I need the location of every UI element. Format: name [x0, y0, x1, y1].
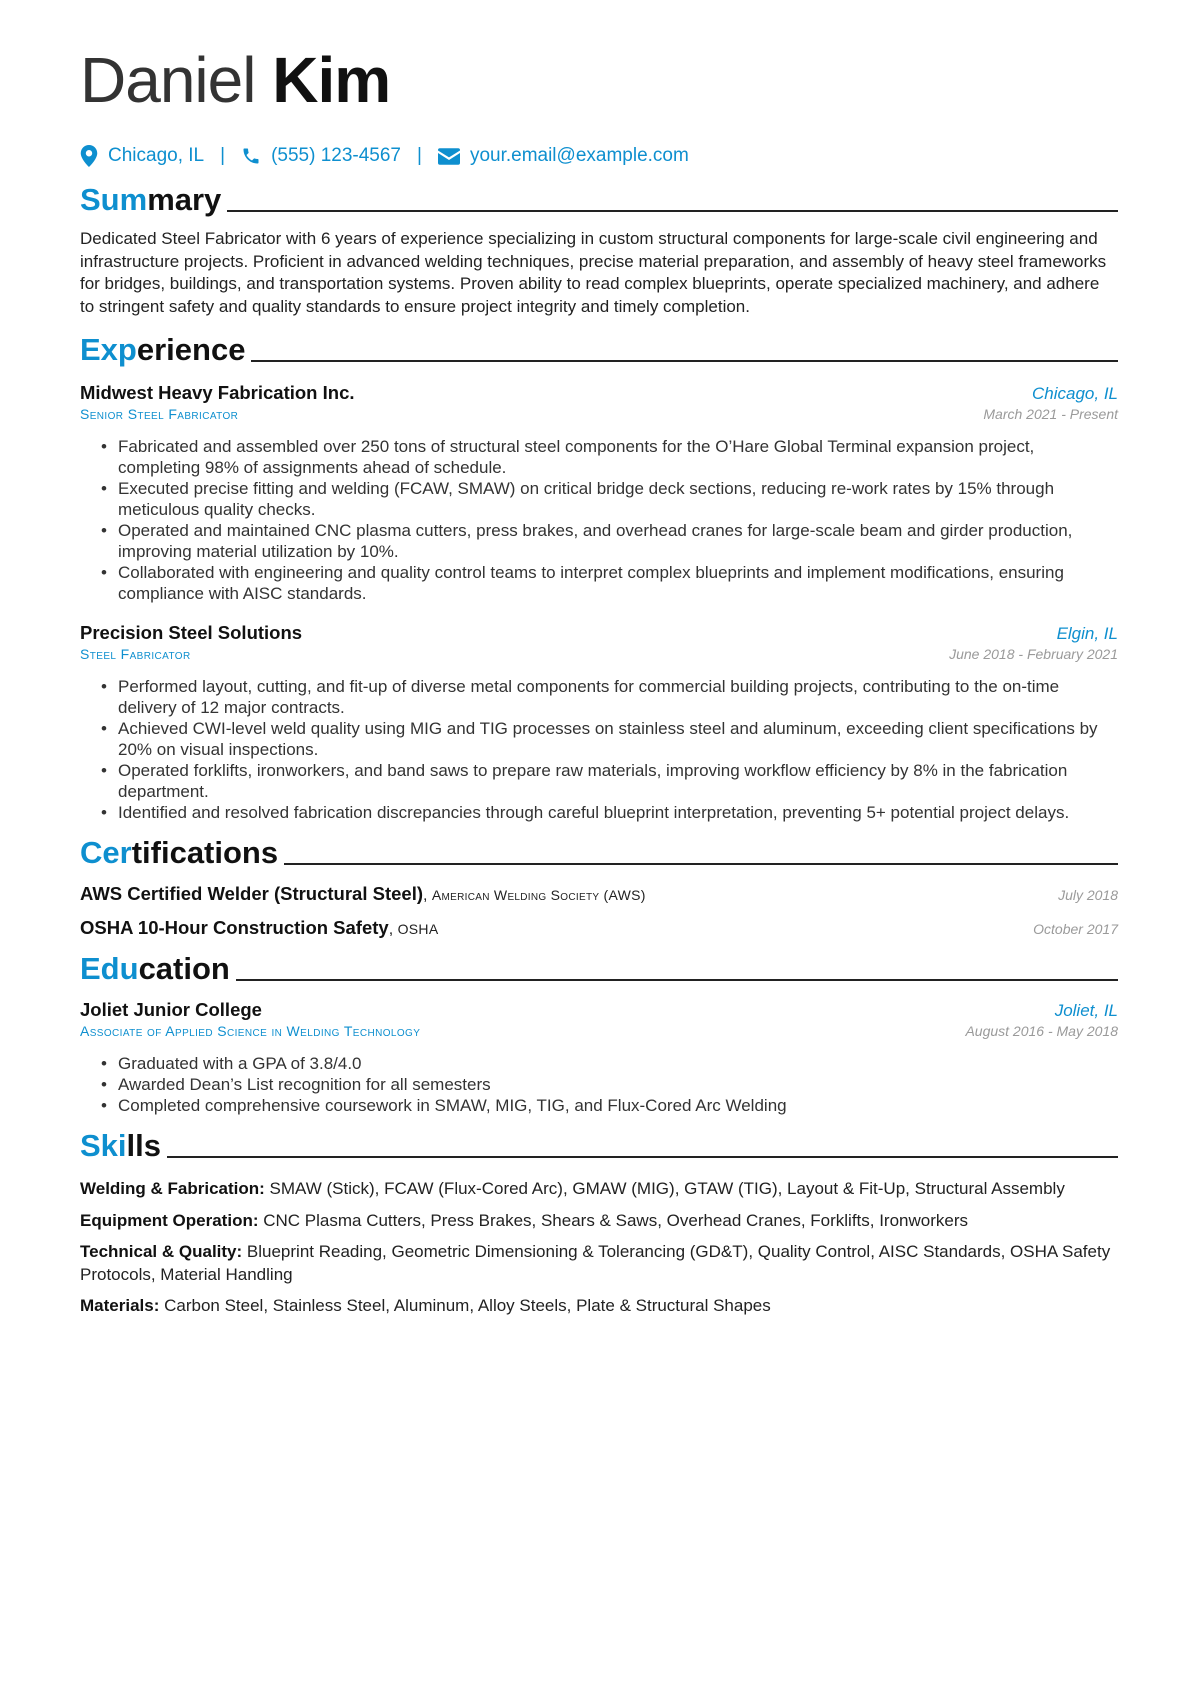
degree-title: Associate of Applied Science in Welding Technology [80, 1023, 421, 1039]
skill-category: Technical & Quality: [80, 1242, 243, 1261]
contact-separator: | [220, 145, 226, 166]
job-title: Senior Steel Fabricator [80, 406, 239, 422]
skill-category: Welding & Fabrication: [80, 1179, 265, 1198]
list-item: • Operated forklifts, ironworkers, and band saws to prepare raw materials, improving workflow efficiency by 8% in the fabrication department. [118, 760, 1118, 802]
section-summary-heading: Summary [80, 182, 1118, 218]
list-item: • Completed comprehensive coursework in SMAW, MIG, TIG, and Flux-Cored Arc Welding [118, 1095, 1118, 1116]
certification-date: July 2018 [1058, 887, 1118, 903]
contact-phone[interactable] [241, 145, 401, 167]
certification-item: OSHA 10-Hour Construction Safety, OSHA October 2017 [80, 917, 1118, 938]
phone-text: (555) 123-4567 [271, 145, 401, 166]
experience-bullets [80, 676, 1118, 823]
skill-items: Blueprint Reading, Geometric Dimensioning & Tolerancing (GD&T), Quality Control, AISC Standards, OSHA Safety Protocols, Material Handling [80, 1242, 1111, 1284]
certification-issuer: American Welding Society (AWS) [431, 887, 646, 903]
first-name: Daniel [80, 44, 256, 116]
contact-email[interactable] [438, 145, 689, 167]
job-title: Steel Fabricator [80, 646, 191, 662]
certification-issuer: OSHA [397, 921, 439, 937]
skill-category: Materials: [80, 1296, 160, 1315]
school-name: Joliet Junior College [80, 999, 262, 1020]
list-item: • Performed layout, cutting, and fit-up of diverse metal components for commercial building projects, contributing to the on-time delivery of 12 major contracts. [118, 676, 1118, 718]
education-dates: August 2016 - May 2018 [965, 1023, 1118, 1039]
employer-location: Chicago, IL [1032, 384, 1118, 403]
certification-date: October 2017 [1033, 921, 1118, 937]
experience-bullets [80, 436, 1118, 604]
certification-title: AWS Certified Welder (Structural Steel) [80, 883, 423, 904]
list-item: • Achieved CWI-level weld quality using MIG and TIG processes on stainless steel and aluminum, exceeding client specifications by 20% on visual inspections. [118, 718, 1118, 760]
education-bullets [80, 1053, 1118, 1116]
envelope-icon [438, 148, 460, 165]
section-divider [284, 863, 1118, 865]
section-experience-heading: Experience [80, 332, 1118, 368]
skill-items: CNC Plasma Cutters, Press Brakes, Shears & Saws, Overhead Cranes, Forklifts, Ironworkers [263, 1210, 969, 1230]
list-item: • Operated and maintained CNC plasma cutters, press brakes, and overhead cranes for large-scale beam and girder production, improving material utilization by 10%. [118, 520, 1118, 562]
section-divider [167, 1156, 1118, 1158]
section-divider [251, 360, 1118, 362]
skill-category: Equipment Operation: [80, 1210, 259, 1230]
section-education-heading: Education [80, 951, 1118, 987]
employer-name: Midwest Heavy Fabrication Inc. [80, 382, 355, 403]
list-item: • Executed precise fitting and welding (FCAW, SMAW) on critical bridge deck sections, reducing re-work rates by 15% through meticulous quality checks. [118, 478, 1118, 520]
experience-entry [80, 382, 1118, 604]
employer-location: Elgin, IL [1056, 624, 1118, 643]
last-name: Kim [272, 44, 391, 116]
certification-item: AWS Certified Welder (Structural Steel), American Welding Society (AWS) July 2018 [80, 883, 1118, 904]
summary-text: Dedicated Steel Fabricator with 6 years of experience specializing in custom structural components for large-scale civil engineering and infrastructure projects. Proficient in advanced welding techniques, precise material preparation, and assembly of heavy steel frameworks for bridges, buildings, and transportation systems. Proven ability to read complex blueprints, operate specialized machinery, and adhere to stringent safety and quality standards to ensure project integrity and timely completion. [80, 229, 1107, 316]
employer-name: Precision Steel Solutions [80, 622, 303, 643]
skill-row [80, 1178, 1118, 1201]
list-item: • Awarded Dean’s List recognition for all semesters [118, 1074, 1118, 1095]
skills-list [80, 1178, 1118, 1318]
school-location: Joliet, IL [1054, 1001, 1118, 1020]
candidate-name [80, 40, 1118, 120]
phone-icon [241, 146, 261, 166]
contact-bar [80, 142, 1118, 170]
contact-separator: | [417, 145, 422, 166]
experience-entry [80, 622, 1118, 823]
section-skills-heading: Skills [80, 1128, 1118, 1164]
list-item: • Fabricated and assembled over 250 tons of structural steel components for the O’Hare Global Terminal expansion project, completing 98% of assignments ahead of schedule. [118, 436, 1118, 478]
skill-items: SMAW (Stick), FCAW (Flux-Cored Arc), GMAW (MIG), GTAW (TIG), Layout & Fit-Up, Structural Assembly [269, 1179, 1065, 1198]
resume-page [80, 40, 1118, 1327]
job-dates: June 2018 - February 2021 [949, 646, 1118, 662]
list-item: • Identified and resolved fabrication discrepancies through careful blueprint interpretation, preventing 5+ potential project delays. [118, 802, 1118, 823]
map-pin-icon [80, 145, 98, 167]
list-item: • Graduated with a GPA of 3.8/4.0 [118, 1053, 1118, 1074]
education-entry [80, 999, 1118, 1116]
job-dates: March 2021 - Present [983, 406, 1118, 422]
section-certifications-heading: Certifications [80, 835, 1118, 871]
section-divider [236, 979, 1118, 981]
section-divider [227, 210, 1118, 212]
contact-location [80, 145, 204, 167]
certification-title: OSHA 10-Hour Construction Safety [80, 917, 389, 938]
skill-row [80, 1241, 1118, 1286]
skill-items: Carbon Steel, Stainless Steel, Aluminum, Alloy Steels, Plate & Structural Shapes [164, 1296, 771, 1315]
skill-row [80, 1210, 1118, 1233]
skill-row [80, 1295, 1118, 1318]
list-item: • Collaborated with engineering and quality control teams to interpret complex blueprints and implement modifications, ensuring compliance with AISC standards. [118, 562, 1118, 604]
location-text: Chicago, IL [108, 145, 205, 166]
email-text: your.email@example.com [469, 145, 689, 166]
